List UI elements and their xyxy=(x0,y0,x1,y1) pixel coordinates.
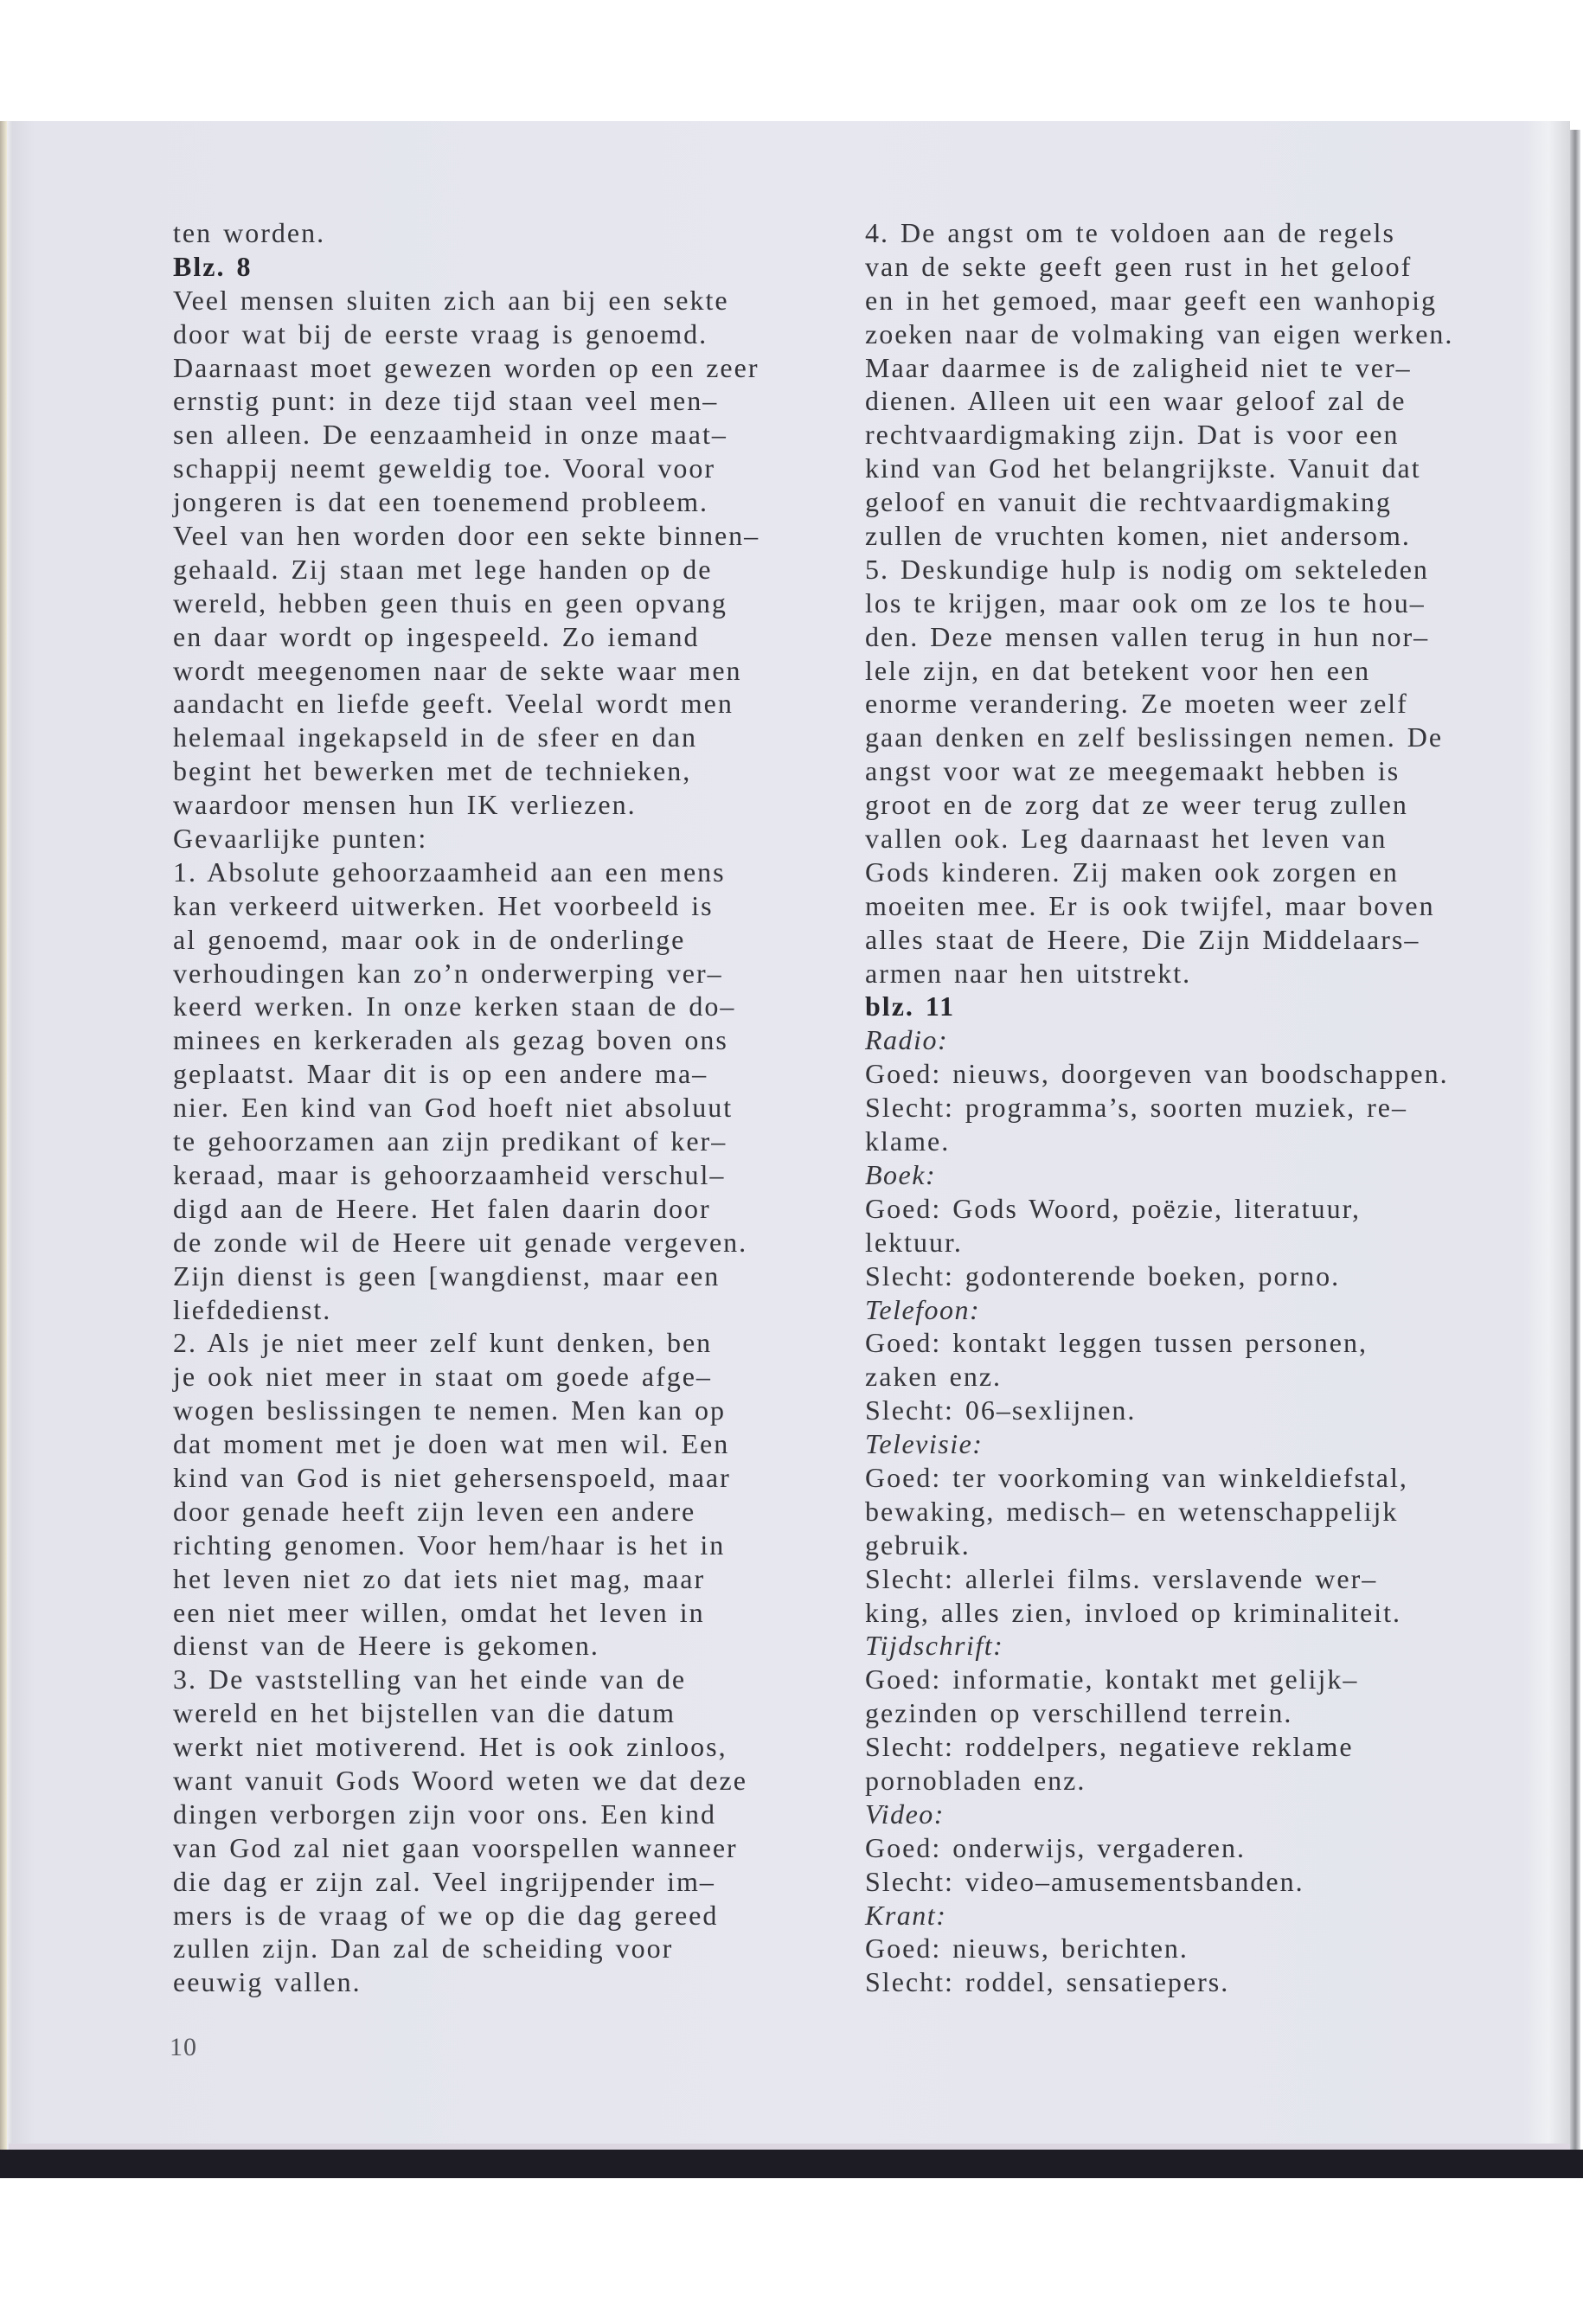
text-line: pornobladen enz. xyxy=(865,1764,1086,1796)
text-line: minees en kerkeraden als gezag boven ons xyxy=(173,1024,728,1056)
text-line: een niet meer willen, omdat het leven in xyxy=(173,1596,705,1628)
section-heading: blz. 11 xyxy=(865,990,956,1022)
text-line: want vanuit Gods Woord weten we dat deze xyxy=(173,1764,747,1796)
text-line: zaken enz. xyxy=(865,1361,1003,1393)
text-line: dienst van de Heere is gekomen. xyxy=(173,1630,599,1662)
page-number: 10 xyxy=(170,2033,197,2061)
text-line: eeuwig vallen. xyxy=(173,1966,362,1998)
text-line: die dag er zijn zal. Veel ingrijpender im– xyxy=(173,1865,715,1897)
text-line: Daarnaast moet gewezen worden op een zeer xyxy=(173,351,760,383)
category-heading: Radio: xyxy=(865,1024,949,1056)
text-line: gezinden op verschillend terrein. xyxy=(865,1697,1293,1729)
text-line: moeiten mee. Er is ook twijfel, maar boven xyxy=(865,889,1435,921)
scan-bottom-shadow xyxy=(0,2150,1583,2178)
text-line: zullen zijn. Dan zal de scheiding voor xyxy=(173,1932,674,1965)
page-right-edge xyxy=(1570,130,1580,2171)
text-line: Veel van hen worden door een sekte binnen– xyxy=(173,520,760,552)
text-line: van God zal niet gaan voorspellen wanneer xyxy=(173,1831,738,1863)
text-line: gebruik. xyxy=(865,1529,971,1561)
text-line: kind van God is niet gehersenspoeld, maar xyxy=(173,1461,731,1493)
text-line: de zonde wil de Heere uit genade vergeven. xyxy=(173,1226,748,1258)
text-line: lektuur. xyxy=(865,1226,963,1258)
text-line: dat moment met je doen wat men wil. Een xyxy=(173,1428,730,1460)
text-line: richting genomen. Voor hem/haar is het in xyxy=(173,1529,726,1561)
text-line: Veel mensen sluiten zich aan bij een sekte xyxy=(173,284,729,316)
text-line: ten worden. xyxy=(173,217,326,248)
text-line: Slecht: allerlei films. verslavende wer– xyxy=(865,1562,1378,1594)
text-line: geloof en vanuit die rechtvaardigmaking xyxy=(865,486,1392,518)
text-line: wordt meegenomen naar de sekte waar men xyxy=(173,654,742,686)
text-line: klame. xyxy=(865,1125,951,1157)
text-line: en in het gemoed, maar geeft een wanhopig xyxy=(865,284,1437,316)
text-line: rechtvaardigmaking zijn. Dat is voor een xyxy=(865,419,1400,451)
text-line: digd aan de Heere. Het falen daarin door xyxy=(173,1192,711,1224)
text-line: Goed: nieuws, berichten. xyxy=(865,1932,1189,1965)
text-line: het leven niet zo dat iets niet mag, maar xyxy=(173,1562,706,1594)
category-heading: Krant: xyxy=(865,1899,947,1931)
text-line: Zijn dienst is geen [wangdienst, maar een xyxy=(173,1259,721,1292)
text-line: keerd werken. In onze kerken staan de do– xyxy=(173,990,736,1022)
category-heading: Televisie: xyxy=(865,1428,984,1460)
text-line: Gods kinderen. Zij maken ook zorgen en xyxy=(865,856,1399,888)
text-line: Slecht: programma’s, soorten muziek, re– xyxy=(865,1092,1407,1124)
text-line: 2. Als je niet meer zelf kunt denken, ben xyxy=(173,1327,713,1359)
text-line: verhoudingen kan zo’n onderwerping ver– xyxy=(173,957,723,989)
text-line: gaan denken en zelf beslissingen nemen. De xyxy=(865,721,1444,753)
right-text-column xyxy=(865,216,1453,1999)
text-line: Goed: informatie, kontakt met gelijk– xyxy=(865,1663,1359,1695)
text-line: gehaald. Zij staan met lege handen op de xyxy=(173,553,713,585)
text-line: sen alleen. De eenzaamheid in onze maat– xyxy=(173,419,727,451)
text-line: mers is de vraag of we op die dag gereed xyxy=(173,1899,719,1931)
text-line: liefdedienst. xyxy=(173,1293,332,1325)
text-line: bewaking, medisch– en wetenschappelijk xyxy=(865,1495,1399,1527)
text-line: wereld en het bijstellen van die datum xyxy=(173,1697,676,1729)
text-line: Goed: Gods Woord, poëzie, literatuur, xyxy=(865,1192,1361,1224)
text-line: jongeren is dat een toenemend probleem. xyxy=(173,486,709,518)
category-heading: Video: xyxy=(865,1798,945,1830)
text-line: Goed: ter voorkoming van winkeldiefstal, xyxy=(865,1461,1408,1493)
category-heading: Telefoon: xyxy=(865,1293,981,1325)
text-line: je ook niet meer in staat om goede afge– xyxy=(173,1361,712,1393)
text-line: door genade heeft zijn leven een andere xyxy=(173,1495,696,1527)
text-line: aandacht en liefde geeft. Veelal wordt men xyxy=(173,688,734,720)
text-line: den. Deze mensen vallen terug in hun nor– xyxy=(865,620,1430,652)
text-line: kind van God het belangrijkste. Vanuit dat xyxy=(865,452,1421,484)
text-line: door wat bij de eerste vraag is genoemd. xyxy=(173,317,708,349)
text-line: angst voor wat ze meegemaakt hebben is xyxy=(865,755,1401,787)
text-line: Slecht: godonterende boeken, porno. xyxy=(865,1259,1341,1292)
section-heading: Blz. 8 xyxy=(173,250,253,282)
text-line: keraad, maar is gehoorzaamheid verschul– xyxy=(173,1158,726,1190)
text-line: ernstig punt: in deze tijd staan veel men– xyxy=(173,385,719,417)
text-line: al genoemd, maar ook in de onderlinge xyxy=(173,923,686,955)
text-line: kan verkeerd uitwerken. Het voorbeeld is xyxy=(173,889,714,921)
text-line: schappij neemt geweldig toe. Vooral voor xyxy=(173,452,716,484)
category-heading: Tijdschrift: xyxy=(865,1630,1004,1662)
text-line: armen naar hen uitstrekt. xyxy=(865,957,1192,989)
text-line: Slecht: video–amusementsbanden. xyxy=(865,1865,1304,1897)
text-line: wogen beslissingen te nemen. Men kan op xyxy=(173,1394,726,1426)
text-line: 3. De vaststelling van het einde van de xyxy=(173,1663,687,1695)
text-line: groot en de zorg dat ze weer terug zullen xyxy=(865,789,1408,821)
text-line: zullen de vruchten komen, niet andersom. xyxy=(865,520,1411,552)
text-line: vallen ook. Leg daarnaast het leven van xyxy=(865,823,1388,855)
text-line: king, alles zien, invloed op kriminaliteit. xyxy=(865,1596,1401,1628)
text-line: zoeken naar de volmaking van eigen werken. xyxy=(865,317,1454,349)
text-line: los te krijgen, maar ook om ze los te hou– xyxy=(865,586,1426,619)
text-line: alles staat de Heere, Die Zijn Middelaars– xyxy=(865,923,1420,955)
text-line: 5. Deskundige hulp is nodig om sekteleden xyxy=(865,553,1429,585)
text-line: geplaatst. Maar dit is op een andere ma– xyxy=(173,1058,708,1090)
text-line: begint het bewerken met de technieken, xyxy=(173,755,692,787)
text-line: dingen verborgen zijn voor ons. Een kind xyxy=(173,1798,716,1830)
text-line: enorme verandering. Ze moeten weer zelf xyxy=(865,688,1408,720)
page-binding-edge xyxy=(0,121,7,2150)
text-line: Goed: onderwijs, vergaderen. xyxy=(865,1831,1246,1863)
text-line: Gevaarlijke punten: xyxy=(173,823,428,855)
text-line: 1. Absolute gehoorzaamheid aan een mens xyxy=(173,856,726,888)
text-line: nier. Een kind van God hoeft niet absoluut xyxy=(173,1092,734,1124)
text-line: helemaal ingekapseld in de sfeer en dan xyxy=(173,721,697,753)
text-line: Slecht: roddelpers, negatieve reklame xyxy=(865,1731,1354,1763)
category-heading: Boek: xyxy=(865,1158,937,1190)
text-line: dienen. Alleen uit een waar geloof zal de xyxy=(865,385,1407,417)
text-line: en daar wordt op ingespeeld. Zo iemand xyxy=(173,620,700,652)
left-text-column xyxy=(173,216,760,1999)
text-line: Slecht: roddel, sensatiepers. xyxy=(865,1966,1230,1998)
text-line: Slecht: 06–sexlijnen. xyxy=(865,1394,1137,1426)
text-line: te gehoorzamen aan zijn predikant of ker– xyxy=(173,1125,727,1157)
text-line: werkt niet motiverend. Het is ook zinloos, xyxy=(173,1731,727,1763)
text-line: Maar daarmee is de zaligheid niet te ver– xyxy=(865,351,1412,383)
text-line: Goed: nieuws, doorgeven van boodschappen. xyxy=(865,1058,1449,1090)
text-line: wereld, hebben geen thuis en geen opvang xyxy=(173,586,727,619)
text-line: lele zijn, en dat betekent voor hen een xyxy=(865,654,1371,686)
text-line: van de sekte geeft geen rust in het geloof xyxy=(865,250,1413,282)
text-line: Goed: kontakt leggen tussen personen, xyxy=(865,1327,1368,1359)
text-line: 4. De angst om te voldoen aan de regels xyxy=(865,217,1395,248)
text-line: waardoor mensen hun IK verliezen. xyxy=(173,789,637,821)
